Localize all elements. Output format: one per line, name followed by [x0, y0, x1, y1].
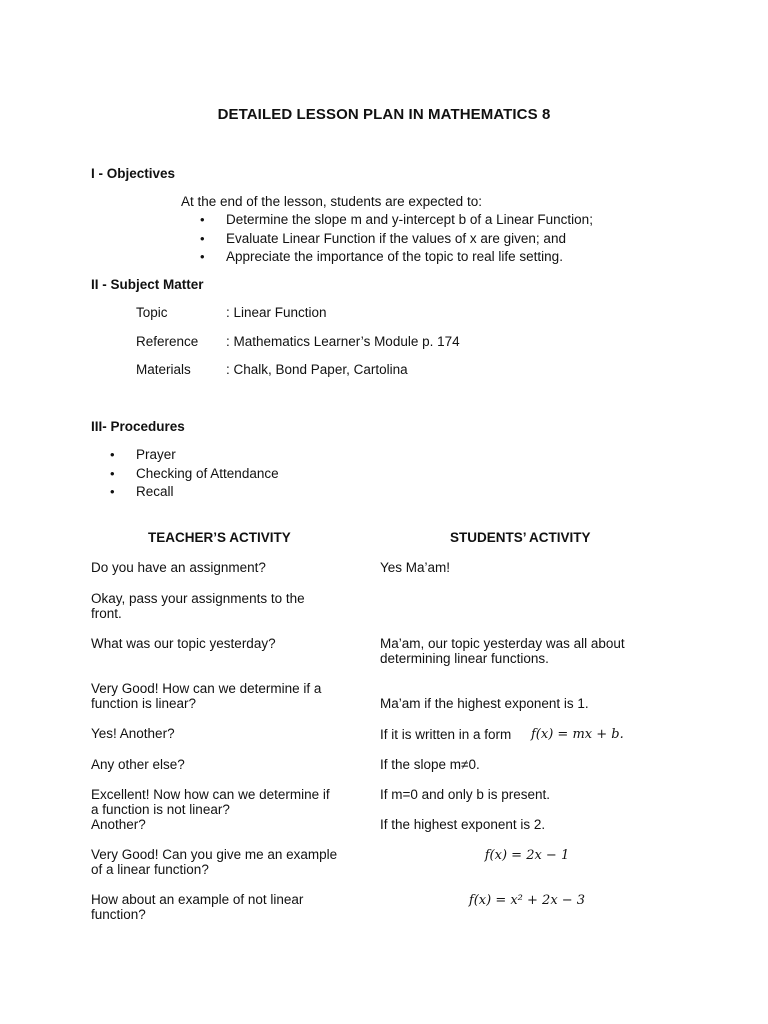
list-item: • Appreciate the importance of the topic to real life setting.	[226, 249, 593, 268]
materials-label: Materials	[136, 362, 191, 377]
student-line: Ma’am if the highest exponent is 1.	[380, 696, 589, 711]
teacher-line: of a linear function?	[91, 862, 209, 877]
teacher-line: Excellent! Now how can we determine if	[91, 787, 330, 802]
teacher-line: Any other else?	[91, 757, 185, 772]
teacher-line: Very Good! Can you give me an example	[91, 847, 338, 862]
list-item: • Recall	[136, 484, 279, 503]
teacher-line: front.	[91, 606, 122, 621]
teacher-line: a function is not linear?	[91, 802, 230, 817]
teacher-line: How about an example of not linear	[91, 892, 304, 907]
student-line: Yes Ma’am!	[380, 560, 451, 575]
teacher-line: function?	[91, 907, 146, 922]
subject-matter-heading: II - Subject Matter	[91, 277, 204, 292]
list-item: • Checking of Attendance	[136, 466, 279, 485]
list-item: • Determine the slope m and y-intercept b of a Linear Function;	[226, 212, 593, 231]
student-line: Ma’am, our topic yesterday was all about	[380, 636, 625, 651]
student-line: determining linear functions.	[380, 651, 549, 666]
list-item: • Evaluate Linear Function if the values of x are given; and	[226, 231, 593, 250]
students-activity-header: STUDENTS’ ACTIVITY	[450, 530, 591, 545]
topic-value: : Linear Function	[226, 305, 327, 320]
materials-value: : Chalk, Bond Paper, Cartolina	[226, 362, 408, 377]
teacher-line: Very Good! How can we determine if a	[91, 681, 322, 696]
student-line: If m=0 and only b is present.	[380, 787, 550, 802]
linear-form-formula: f(x) = mx + b.	[531, 727, 624, 742]
teacher-line: function is linear?	[91, 696, 197, 711]
teacher-line: Okay, pass your assignments to the	[91, 591, 305, 606]
student-line: If the slope m≠0.	[380, 757, 480, 772]
topic-label: Topic	[136, 305, 168, 320]
teacher-line: Yes! Another?	[91, 726, 175, 741]
objectives-heading: I - Objectives	[91, 166, 176, 181]
objectives-intro: At the end of the lesson, students are expected to:	[181, 194, 482, 209]
teacher-line: What was our topic yesterday?	[91, 636, 276, 651]
student-line: If it is written in a form	[380, 727, 512, 742]
teacher-line: Do you have an assignment?	[91, 560, 266, 575]
objectives-list	[226, 212, 593, 268]
reference-value: : Mathematics Learner’s Module p. 174	[226, 334, 460, 349]
teacher-activity-header: TEACHER’S ACTIVITY	[148, 530, 291, 545]
procedures-list	[136, 447, 279, 503]
procedures-heading: III- Procedures	[91, 419, 185, 434]
reference-label: Reference	[136, 334, 199, 349]
list-item: • Prayer	[136, 447, 279, 466]
student-line: If the highest exponent is 2.	[380, 817, 546, 832]
teacher-line: Another?	[91, 817, 146, 832]
document-title: DETAILED LESSON PLAN IN MATHEMATICS 8	[217, 106, 551, 123]
nonlinear-example-formula: f(x) = x² + 2x − 3	[468, 893, 586, 908]
linear-example-formula: f(x) = 2x − 1	[484, 848, 570, 863]
